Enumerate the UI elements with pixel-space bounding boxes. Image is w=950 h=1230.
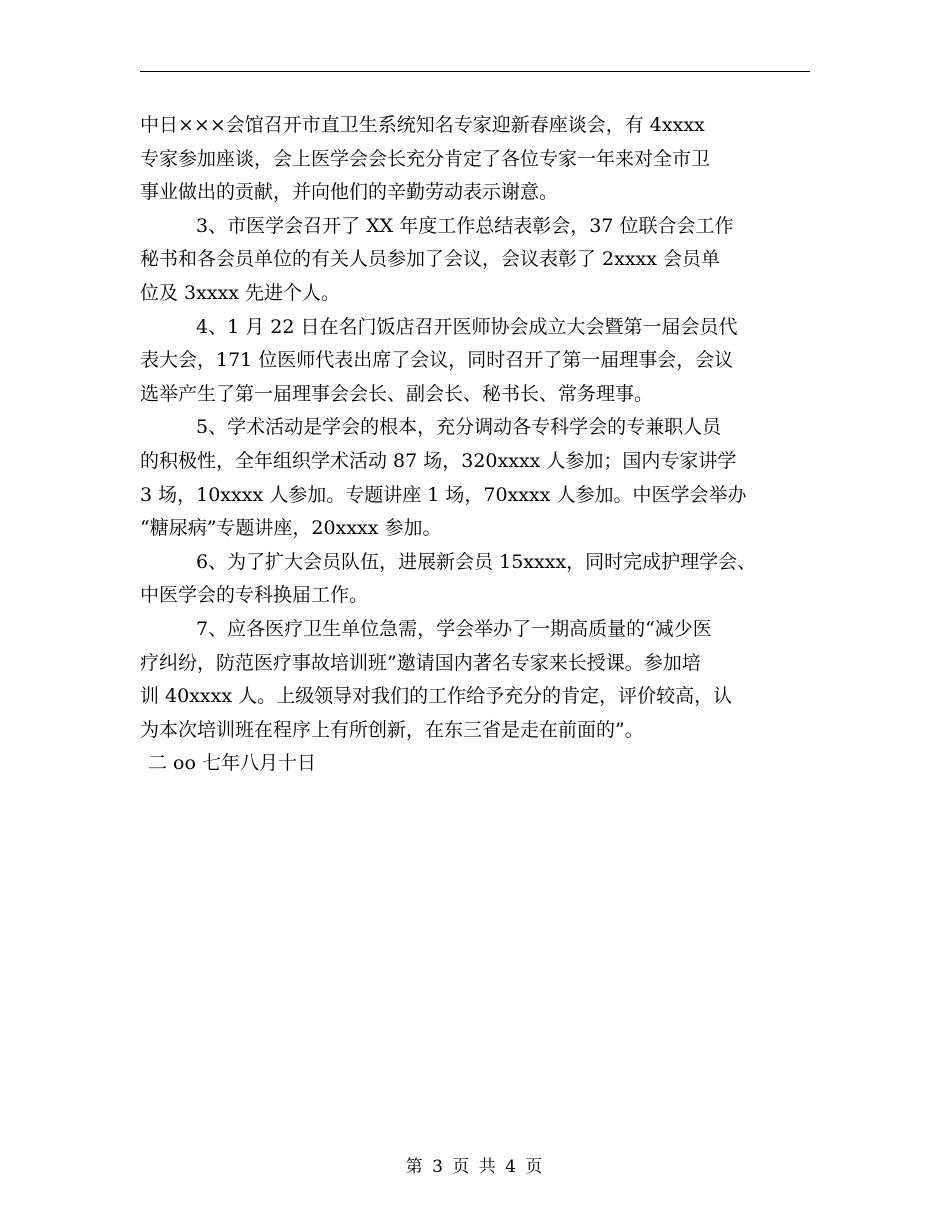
paragraph-line: 训 40xxxx 人。上级领导对我们的工作给予充分的肯定，评价较高，认 bbox=[140, 685, 733, 708]
paragraph-line: 为本次培训班在程序上有所创新，在东三省是走在前面的”。 bbox=[140, 718, 644, 741]
paragraph-line: 事业做出的贡献，并向他们的辛勤劳动表示谢意。 bbox=[140, 181, 559, 204]
paragraph-line: 5、学术活动是学会的根本，充分调动各专科学会的专兼职人员 bbox=[196, 416, 722, 439]
paragraph-line: 专家参加座谈，会上医学会会长充分肯定了各位专家一年来对全市卫 bbox=[140, 147, 711, 170]
paragraph-line: 秘书和各会员单位的有关人员参加了会议，会议表彰了 2xxxx 会员单 bbox=[140, 248, 721, 271]
date-line: 二 oo 七年八月十日 bbox=[148, 752, 316, 775]
paragraph-line: “糖尿病”专题讲座，20xxxx 参加。 bbox=[140, 517, 442, 540]
paragraph-line: 中医学会的专科换届工作。 bbox=[140, 584, 369, 607]
document-body bbox=[140, 109, 820, 781]
paragraph-line: 疗纠纷，防范医疗事故培训班”邀请国内著名专家来长授课。参加培 bbox=[140, 651, 701, 674]
paragraph-line: 表大会，171 位医师代表出席了会议，同时召开了第一届理事会，会议 bbox=[140, 349, 734, 372]
paragraph-line: 3、市医学会召开了 XX 年度工作总结表彰会，37 位联合会工作 bbox=[196, 214, 734, 237]
paragraph-line: 7、应各医疗卫生单位急需，学会举办了一期高质量的“减少医 bbox=[196, 617, 712, 640]
paragraph-line: 的积极性，全年组织学术活动 87 场，320xxxx 人参加；国内专家讲学 bbox=[140, 449, 737, 472]
paragraph-line: 6、为了扩大会员队伍，进展新会员 15xxxx，同时完成护理学会、 bbox=[196, 550, 757, 573]
paragraph-line: 中日×××会馆召开市直卫生系统知名专家迎新春座谈会，有 4xxxx bbox=[140, 114, 705, 136]
paragraph-line: 3 场，10xxxx 人参加。专题讲座 1 场，70xxxx 人参加。中医学会举办 bbox=[140, 483, 747, 506]
paragraph-line: 选举产生了第一届理事会会长、副会长、秘书长、常务理事。 bbox=[140, 382, 654, 405]
paragraph-line: 位及 3xxxx 先进个人。 bbox=[140, 281, 341, 304]
paragraph-line: 4、1 月 22 日在名门饭店召开医师协会成立大会暨第一届会员代 bbox=[196, 315, 738, 338]
header-rule bbox=[140, 71, 810, 72]
page-number-footer: 第 3 页 共 4 页 bbox=[405, 1157, 545, 1177]
